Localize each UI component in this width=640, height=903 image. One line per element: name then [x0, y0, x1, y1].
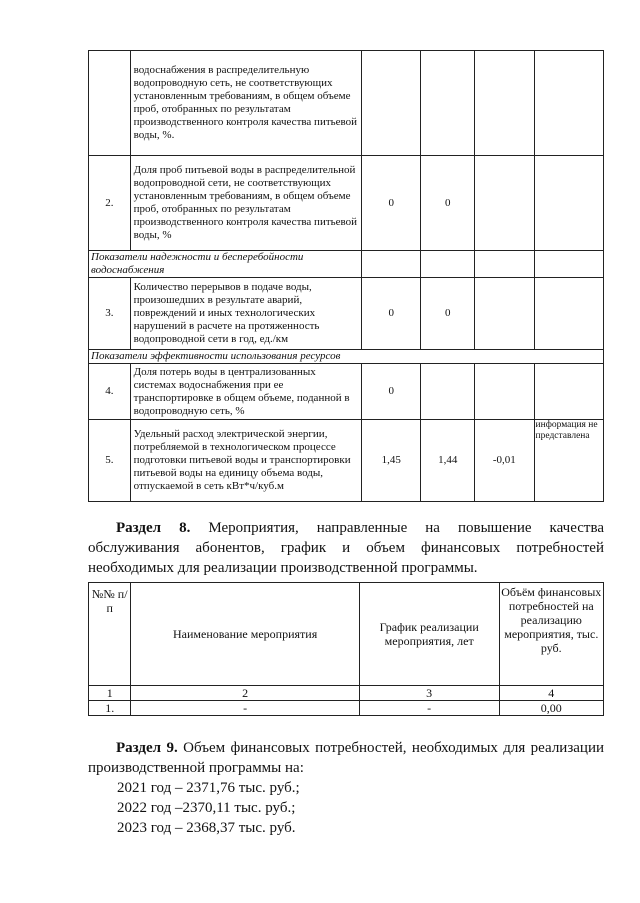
table-row — [89, 364, 604, 420]
row-description-cell: Количество перерывов в подаче воды, произошедших в результате аварий, повреждений и иных технологических нарушений в расчете на протяженность водопроводной сети в год, ед./км — [130, 278, 361, 350]
year-line: 2021 год – 2371,76 тыс. руб.; — [117, 780, 300, 796]
index-cell: 2 — [131, 686, 359, 701]
value-cell: -0,01 — [475, 420, 535, 502]
index-cell: 1 — [89, 686, 131, 701]
index-cell: 3 — [359, 686, 499, 701]
table-header-row — [89, 583, 604, 686]
row-number-cell: 4. — [89, 364, 131, 420]
value-cell: 0 — [421, 156, 475, 251]
measures-table — [88, 582, 604, 716]
row-description-cell: водоснабжения в распределительную водопроводную сеть, не соответствующих установленным требованиям, в общем объеме проб, отобранных по результатам производственного контроля качества питьевой воды, %. — [130, 51, 361, 156]
value-cell: 0 — [421, 278, 475, 350]
section-row — [89, 350, 604, 364]
row-number-cell: 5. — [89, 420, 131, 502]
data-cell: - — [131, 701, 359, 716]
table-row — [89, 686, 604, 701]
value-cell — [475, 278, 535, 350]
data-cell: 1. — [89, 701, 131, 716]
value-cell — [421, 364, 475, 420]
value-cell: 1,44 — [421, 420, 475, 502]
data-cell: 0,00 — [499, 701, 603, 716]
row-number-cell: 3. — [89, 278, 131, 350]
header-number: №№ п/п — [89, 583, 131, 686]
table-row — [89, 51, 604, 156]
year-line: 2023 год – 2368,37 тыс. руб. — [117, 820, 296, 836]
value-cell: 1,45 — [362, 420, 421, 502]
value-cell: 0 — [362, 278, 421, 350]
section-heading-efficiency: Показатели эффективности использования ресурсов — [89, 350, 604, 364]
table-row — [89, 701, 604, 716]
row-number-cell: 2. — [89, 156, 131, 251]
value-cell — [475, 364, 535, 420]
row-description-cell: Доля потерь воды в централизованных системах водоснабжения при ее транспортировке в общем объеме, поданной в водопроводную сеть, % — [130, 364, 361, 420]
year-line: 2022 год –2370,11 тыс. руб.; — [117, 800, 296, 816]
data-cell: - — [359, 701, 499, 716]
value-cell: информация не представлена — [534, 420, 603, 502]
value-cell — [475, 156, 535, 251]
value-cell — [421, 51, 475, 156]
value-cell — [475, 51, 535, 156]
value-cell — [534, 156, 603, 251]
row-description-cell: Доля проб питьевой воды в распределительной водопроводной сети, не соответствующих установленным требованиям, в общем объеме проб, отобранных по результатам производственного контроля качества питьевой воды, % — [130, 156, 361, 251]
section-8-title: Раздел 8. — [116, 520, 191, 536]
row-number-cell — [89, 51, 131, 156]
section-8-paragraph — [88, 518, 604, 578]
section-heading-reliability: Показатели надежности и бесперебойности водоснабжения — [89, 251, 362, 278]
value-cell — [534, 364, 603, 420]
value-cell — [534, 278, 603, 350]
index-cell: 4 — [499, 686, 603, 701]
table-row — [89, 156, 604, 251]
section-9-title: Раздел 9. — [116, 740, 178, 756]
value-cell: 0 — [362, 364, 421, 420]
header-volume: Объём финансовых потребностей на реализацию мероприятия, тыс. руб. — [499, 583, 603, 686]
header-name: Наименование мероприятия — [131, 583, 359, 686]
table-row — [89, 420, 604, 502]
value-cell — [362, 51, 421, 156]
table-row — [89, 278, 604, 350]
header-schedule: График реализации мероприятия, лет — [359, 583, 499, 686]
section-9-text: Объем финансовых потребностей, необходимых для реализации производственной программы на: — [88, 740, 604, 776]
section-8-text: Мероприятия, направленные на повышение качества обслуживания абонентов, график и объем финансовых потребностей необходимых для реализации производственной программы. — [88, 520, 605, 576]
value-cell: 0 — [362, 156, 421, 251]
row-description-cell: Удельный расход электрической энергии, потребляемой в технологическом процессе подготовки питьевой воды и транспортировки питьевой воды на единицу объема воды, отпускаемой в сеть кВт*ч/куб.м — [130, 420, 361, 502]
value-cell — [534, 51, 603, 156]
indicators-table — [88, 50, 604, 502]
section-row — [89, 251, 604, 278]
section-9-paragraph — [88, 738, 604, 778]
